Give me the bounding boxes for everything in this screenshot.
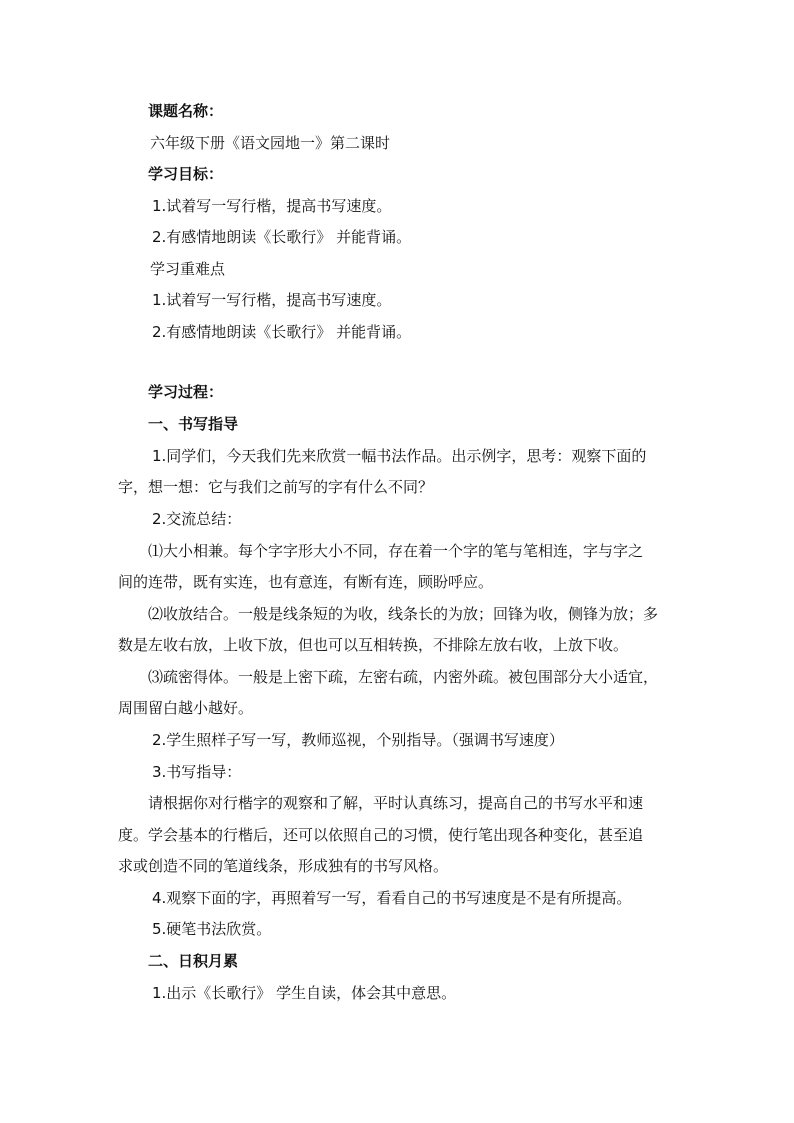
objectives-label: 学习目标： xyxy=(148,165,224,183)
lesson-name-value: 六年级下册《语文园地一》第二课时 xyxy=(150,134,391,152)
objective-item: 1.试着写一写行楷，提高书写速度。 xyxy=(152,197,392,215)
paragraph-line: 周围留白越小越好。 xyxy=(118,699,254,717)
key-point-item: 1.试着写一写行楷，提高书写速度。 xyxy=(152,291,392,309)
section-2-title: 二、日积月累 xyxy=(148,952,239,970)
key-point-item: 2.有感情地朗读《长歌行》 并能背诵。 xyxy=(152,323,412,341)
paragraph-line: 求或创造不同的笔道线条，形成独有的书写风格。 xyxy=(118,857,449,875)
paragraph-line: 数是左收右放，上收下放，但也可以互相转换，不排除左放右收，上放下收。 xyxy=(118,636,629,654)
paragraph-line: ⑵收放结合。一般是线条短的为收，线条长的为放；回锋为收，侧锋为放；多 xyxy=(148,605,659,623)
paragraph-line: 间的连带，既有实连，也有意连，有断有连，顾盼呼应。 xyxy=(118,573,494,591)
paragraph-line: ⑴大小相兼。每个字字形大小不同，存在着一个字的笔与笔相连，字与字之 xyxy=(148,542,644,560)
key-points-label: 学习重难点 xyxy=(150,260,226,278)
paragraph-line: 度。学会基本的行楷后，还可以依照自己的习惯，使行笔出现各种变化，甚至追 xyxy=(118,826,644,844)
paragraph-line: 字，想一想：它与我们之前写的字有什么不同？ xyxy=(118,478,434,496)
lesson-name-label: 课题名称： xyxy=(148,102,224,120)
paragraph-line: 请根据你对行楷字的观察和了解，平时认真练习，提高自己的书写水平和速 xyxy=(148,794,644,812)
paragraph-line: 1.出示《长歌行》 学生自读，体会其中意思。 xyxy=(152,984,457,1002)
paragraph-line: 3.书写指导： xyxy=(152,763,242,781)
section-1-title: 一、书写指导 xyxy=(148,415,239,433)
paragraph-line: 2.学生照样子写一写，教师巡视，个别指导。（强调书写速度） xyxy=(152,731,564,749)
paragraph-line: 4.观察下面的字，再照着写一写，看看自己的书写速度是不是有所提高。 xyxy=(152,889,632,907)
objective-item: 2.有感情地朗读《长歌行》 并能背诵。 xyxy=(152,228,412,246)
paragraph-line: 2.交流总结： xyxy=(152,510,242,528)
process-label: 学习过程： xyxy=(148,383,224,401)
paragraph-line: 1.同学们，今天我们先来欣赏一幅书法作品。出示例字，思考：观察下面的 xyxy=(152,447,647,465)
paragraph-line: 5.硬笔书法欣赏。 xyxy=(152,920,272,938)
paragraph-line: ⑶疏密得体。一般是上密下疏，左密右疏，内密外疏。被包围部分大小适宜， xyxy=(148,668,659,686)
